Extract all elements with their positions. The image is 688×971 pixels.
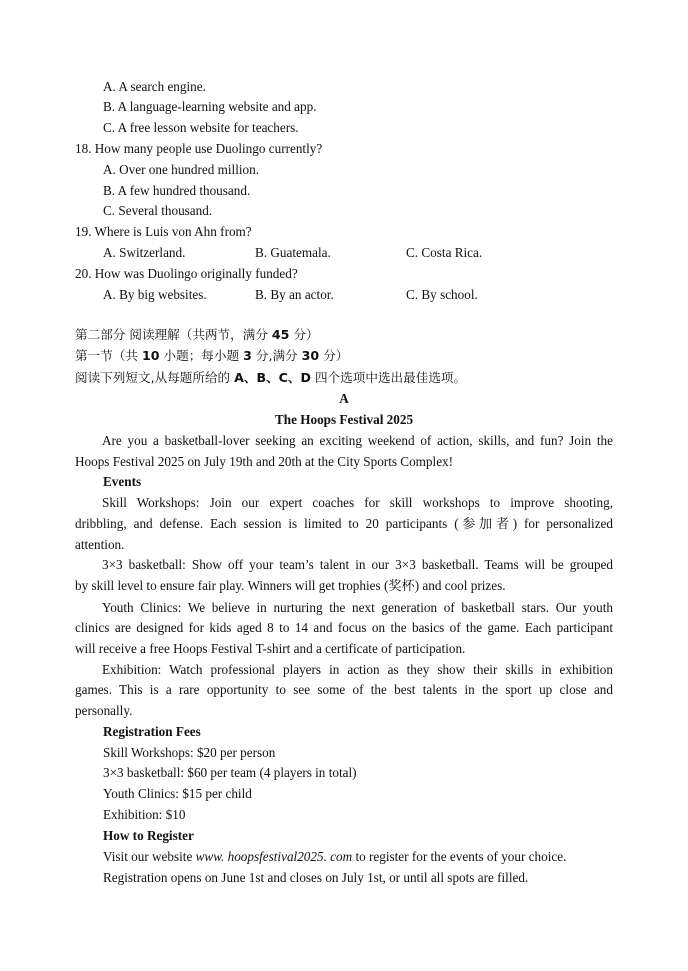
q20-option-a: A. By big websites. bbox=[103, 287, 207, 302]
q19-option-b: B. Guatemala. bbox=[255, 245, 331, 260]
fee-three: 3×3 basketball: $60 per team (4 players in total) bbox=[103, 765, 357, 780]
exhibition-line-1: Exhibition: Watch professional players in action as they show their skills in exhibition bbox=[102, 662, 613, 677]
q18-question: 18. How many people use Duolingo currently? bbox=[75, 141, 323, 156]
events-heading: Events bbox=[103, 474, 142, 489]
section-instruction: 阅读下列短文,从每题所给的 A、B、C、D 四个选项中选出最佳选项。 bbox=[75, 370, 467, 385]
website-link: www. hoopsfestival2025. com bbox=[195, 849, 353, 864]
fee-exhibition: Exhibition: $10 bbox=[103, 807, 186, 822]
exhibition-line-3: personally. bbox=[75, 703, 133, 718]
three-line-2: by skill level to ensure fair play. Winners will get trophies (奖杯) and cool prizes. bbox=[75, 578, 506, 593]
q19-question: 19. Where is Luis von Ahn from? bbox=[75, 224, 252, 239]
register-heading: How to Register bbox=[103, 828, 194, 843]
intro-line-2: Hoops Festival 2025 on July 19th and 20th at the City Sports Complex! bbox=[75, 454, 454, 469]
section-subheading: 第一节（共 10 小题；每小题 3 分,满分 30 分） bbox=[75, 348, 349, 363]
q18-option-c: C. Several thousand. bbox=[103, 203, 213, 218]
fees-heading: Registration Fees bbox=[103, 724, 201, 739]
q20-option-c: C. By school. bbox=[406, 287, 478, 302]
q17-option-b: B. A language-learning website and app. bbox=[103, 99, 317, 114]
skill-line-2: dribbling, and defense. Each session is limited to 20 participants (参加者) for personalized bbox=[75, 516, 613, 531]
three-line-1: 3×3 basketball: Show off your team’s talent in our 3×3 basketball. Teams will be grouped bbox=[102, 557, 613, 572]
skill-line-3: attention. bbox=[75, 537, 125, 552]
registration-dates: Registration opens on June 1st and closes on July 1st, or until all spots are filled. bbox=[103, 870, 529, 885]
q18-option-a: A. Over one hundred million. bbox=[103, 162, 260, 177]
visit-line: Visit our website www. hoopsfestival2025. com to register for the events of your choice. bbox=[103, 849, 567, 864]
youth-line-1: Youth Clinics: We believe in nurturing the next generation of basketball stars. Our youth bbox=[102, 600, 613, 615]
passage-letter: A bbox=[339, 391, 349, 406]
q20-option-b: B. By an actor. bbox=[255, 287, 334, 302]
fee-youth: Youth Clinics: $15 per child bbox=[103, 786, 252, 801]
youth-line-2: clinics are designed for kids aged 8 to 14 and focus on the basics of the game. Each participant bbox=[75, 620, 613, 635]
fee-skill: Skill Workshops: $20 per person bbox=[103, 745, 276, 760]
passage-title: The Hoops Festival 2025 bbox=[274, 412, 414, 427]
q18-option-b: B. A few hundred thousand. bbox=[103, 183, 251, 198]
q19-option-c: C. Costa Rica. bbox=[406, 245, 483, 260]
skill-line-1: Skill Workshops: Join our expert coaches for skill workshops to improve shooting, bbox=[102, 495, 613, 510]
q20-question: 20. How was Duolingo originally funded? bbox=[75, 266, 298, 281]
exhibition-line-2: games. This is a rare opportunity to see some of the best talents in the sport up close and bbox=[75, 682, 613, 697]
section-heading: 第二部分 阅读理解（共两节，满分 45 分） bbox=[75, 327, 319, 342]
q19-option-a: A. Switzerland. bbox=[103, 245, 186, 260]
intro-line-1: Are you a basketball-lover seeking an exciting weekend of action, skills, and fun? Join the bbox=[102, 433, 613, 448]
youth-line-3: will receive a free Hoops Festival T-shirt and a certificate of participation. bbox=[75, 641, 466, 656]
q17-option-c: C. A free lesson website for teachers. bbox=[103, 120, 299, 135]
q17-option-a: A. A search engine. bbox=[103, 79, 206, 94]
